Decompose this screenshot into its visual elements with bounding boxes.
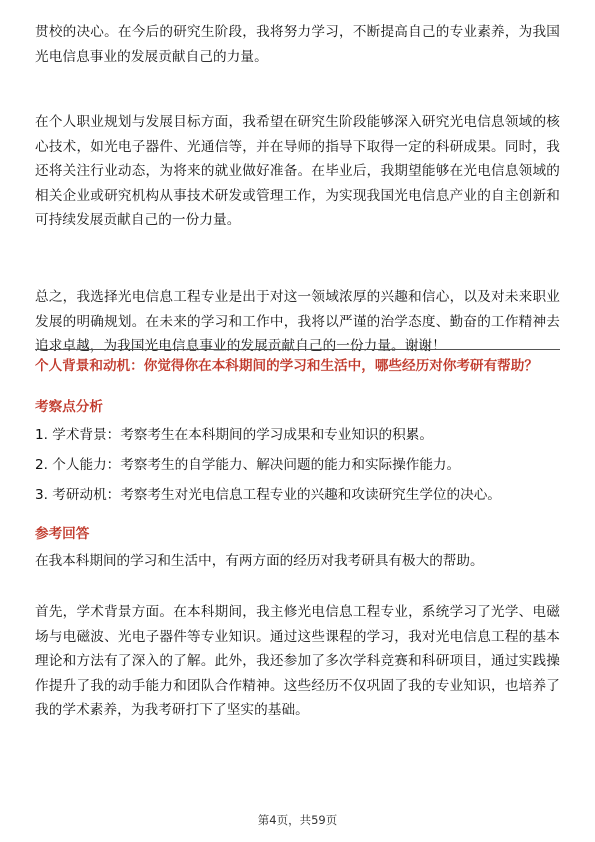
analysis-item-academic: 1. 学术背景：考察考生在本科期间的学习成果和专业知识的积累。 bbox=[35, 427, 433, 443]
paragraph-career-plan: 在个人职业规划与发展目标方面，我希望在研究生阶段能够深入研究光电信息领域的核心技术，如光电子器件、光通信等，并在导师的指导下取得一定的科研成果。同时，我还将关注行业动态，为将来的就业做好准备。在毕业后，我期望能够在光电信息领域的相关企业或研究机构从事技术研发或管理工作，为实现我国光电信息产业的自主创新和可持续发展贡献自己的一份力量。 bbox=[35, 114, 560, 228]
question-title: 个人背景和动机：你觉得你在本科期间的学习和生活中，哪些经历对你考研有帮助？ bbox=[35, 358, 538, 374]
answer-intro: 在我本科期间的学习和生活中，有两方面的经历对我考研具有极大的帮助。 bbox=[35, 553, 484, 569]
paragraph-closing-intent: 贯校的决心。在今后的研究生阶段，我将努力学习，不断提高自己的专业素养，为我国光电信息事业的发展贡献自己的力量。 bbox=[35, 24, 560, 65]
section-divider bbox=[35, 349, 560, 350]
document-page bbox=[35, 0, 560, 842]
answer-paragraph-academic: 首先，学术背景方面。在本科期间，我主修光电信息工程专业，系统学习了光学、电磁场与电磁波、光电子器件等专业知识。通过这些课程的学习，我对光电信息工程的基本理论和方法有了深入的了解。此外，我还参加了多次学科竞赛和科研项目，通过实践操作提升了我的动手能力和团队合作精神。这些经历不仅巩固了我的专业知识，也培养了我的学术素养，为我考研打下了坚实的基础。 bbox=[35, 604, 560, 718]
page-number: 第4页，共59页 bbox=[257, 813, 338, 827]
analysis-item-ability: 2. 个人能力：考察考生的自学能力、解决问题的能力和实际操作能力。 bbox=[35, 457, 461, 473]
answer-heading: 参考回答 bbox=[35, 526, 90, 542]
analysis-heading: 考察点分析 bbox=[35, 399, 103, 415]
paragraph-conclusion: 总之，我选择光电信息工程专业是出于对这一领域浓厚的兴趣和信心，以及对未来职业发展的明确规划。在未来的学习和工作中，我将以严谨的治学态度、勤奋的工作精神去追求卓越，为我国光电信息事业的发展贡献自己的一份力量。谢谢！ bbox=[35, 289, 560, 354]
analysis-item-motivation: 3. 考研动机：考察考生对光电信息工程专业的兴趣和攻读研究生学位的决心。 bbox=[35, 487, 501, 503]
